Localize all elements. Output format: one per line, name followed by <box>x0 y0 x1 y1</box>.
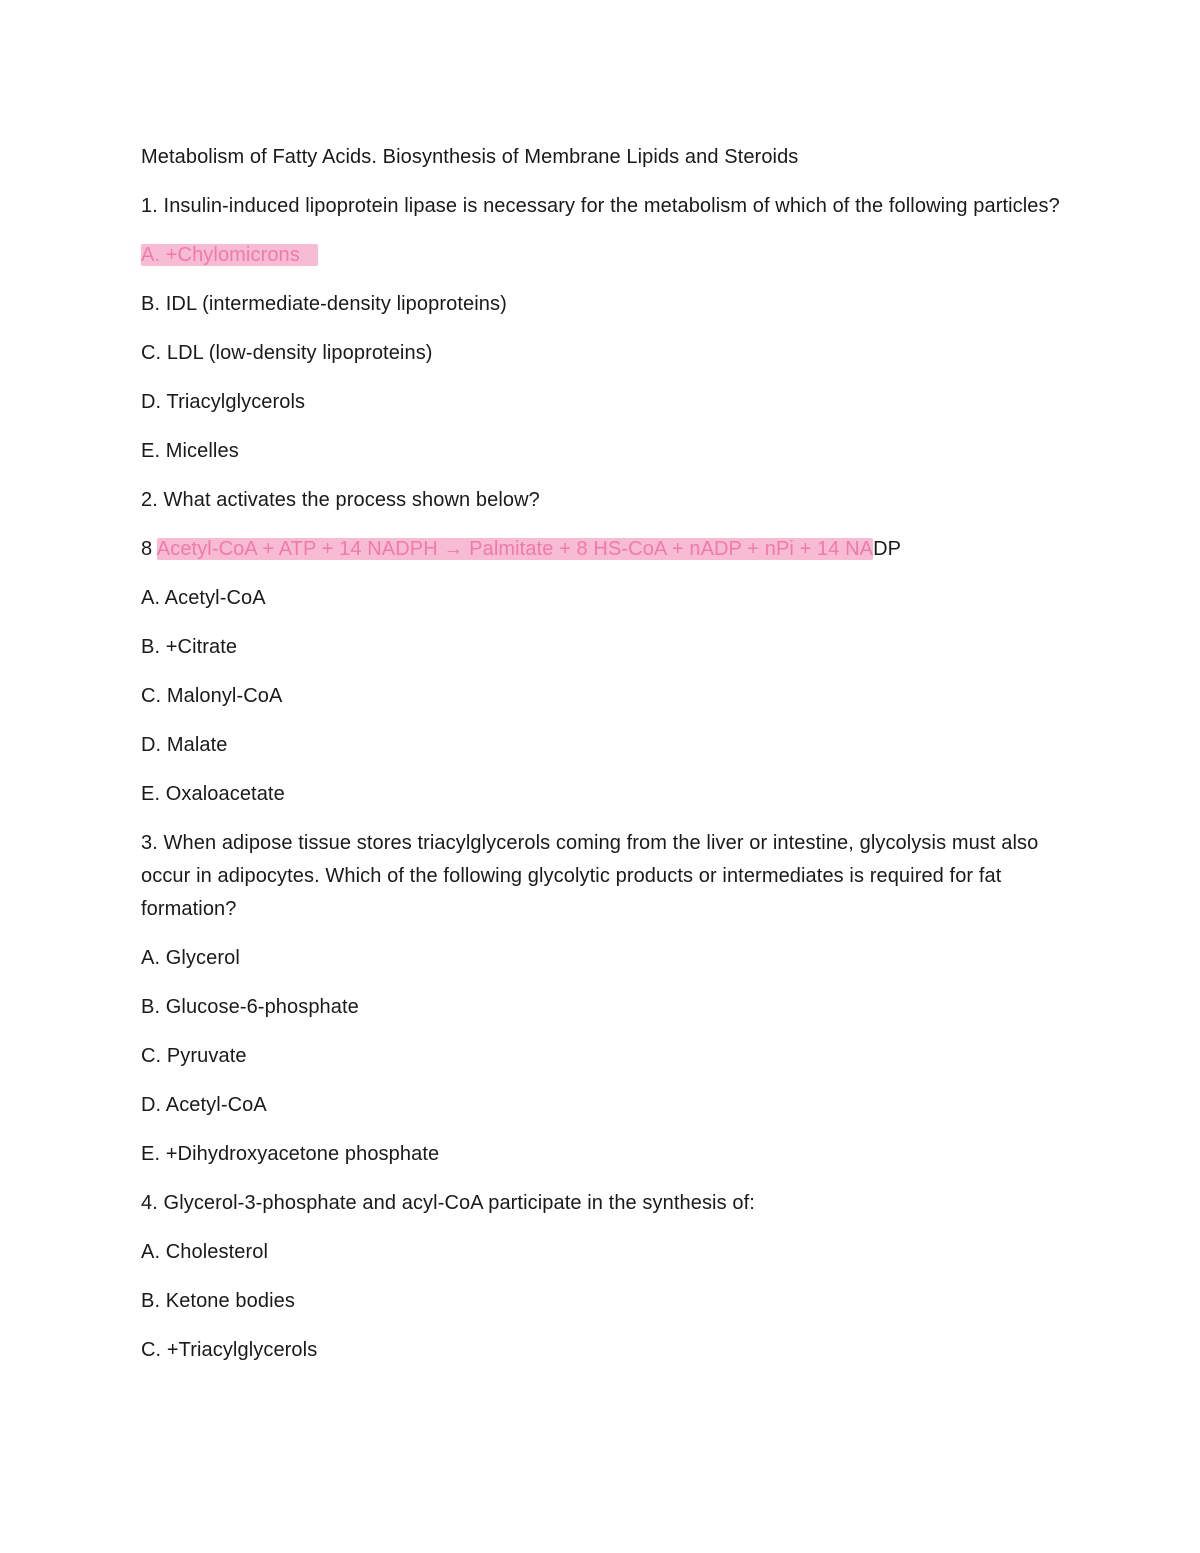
question-4: 4. Glycerol-3-phosphate and acyl-CoA participate in the synthesis of: <box>141 1192 755 1214</box>
q1-option-e: E. Micelles <box>141 440 239 462</box>
q2-option-a: A. Acetyl-CoA <box>141 587 266 609</box>
q1-option-d: D. Triacylglycerols <box>141 391 306 413</box>
document-title: Metabolism of Fatty Acids. Biosynthesis of Membrane Lipids and Steroids <box>141 146 799 168</box>
question-3: 3. When adipose tissue stores triacylglycerols coming from the liver or intestine, glycolysis must also occur in adipocytes. Which of the following glycolytic products or intermediates is required for fat formation? <box>141 832 1039 920</box>
q4-option-b: B. Ketone bodies <box>141 1290 295 1312</box>
q2-option-e: E. Oxaloacetate <box>141 783 285 805</box>
q2-equation <box>141 533 1061 566</box>
q3-option-b: B. Glucose-6-phosphate <box>141 996 359 1018</box>
q4-option-a: A. Cholesterol <box>141 1241 269 1263</box>
question-2: 2. What activates the process shown below? <box>141 489 540 511</box>
q1-option-b: B. IDL (intermediate-density lipoproteins) <box>141 293 507 315</box>
q2-option-b: B. +Citrate <box>141 636 238 658</box>
q1-option-c: C. LDL (low-density lipoproteins) <box>141 342 433 364</box>
question-1: 1. Insulin-induced lipoprotein lipase is necessary for the metabolism of which of the following particles? <box>141 195 1060 217</box>
document-page <box>141 141 1061 1367</box>
highlight-answer: A. +Chylomicrons <box>141 244 318 266</box>
q2-option-c: C. Malonyl-CoA <box>141 685 283 707</box>
equation-suffix: DP <box>873 538 902 560</box>
q3-option-e: E. +Dihydroxyacetone phosphate <box>141 1143 440 1165</box>
q3-option-a: A. Glycerol <box>141 947 240 969</box>
equation-prefix: 8 <box>141 538 157 560</box>
q1-option-a <box>141 239 1061 272</box>
q3-option-c: C. Pyruvate <box>141 1045 247 1067</box>
q2-option-d: D. Malate <box>141 734 228 756</box>
q3-option-d: D. Acetyl-CoA <box>141 1094 267 1116</box>
highlight-equation: Acetyl-CoA + ATP + 14 NADPH → Palmitate + 8 HS-CoA + nADP + nPi + 14 NA <box>156 538 874 560</box>
q4-option-c: C. +Triacylglycerols <box>141 1339 318 1361</box>
